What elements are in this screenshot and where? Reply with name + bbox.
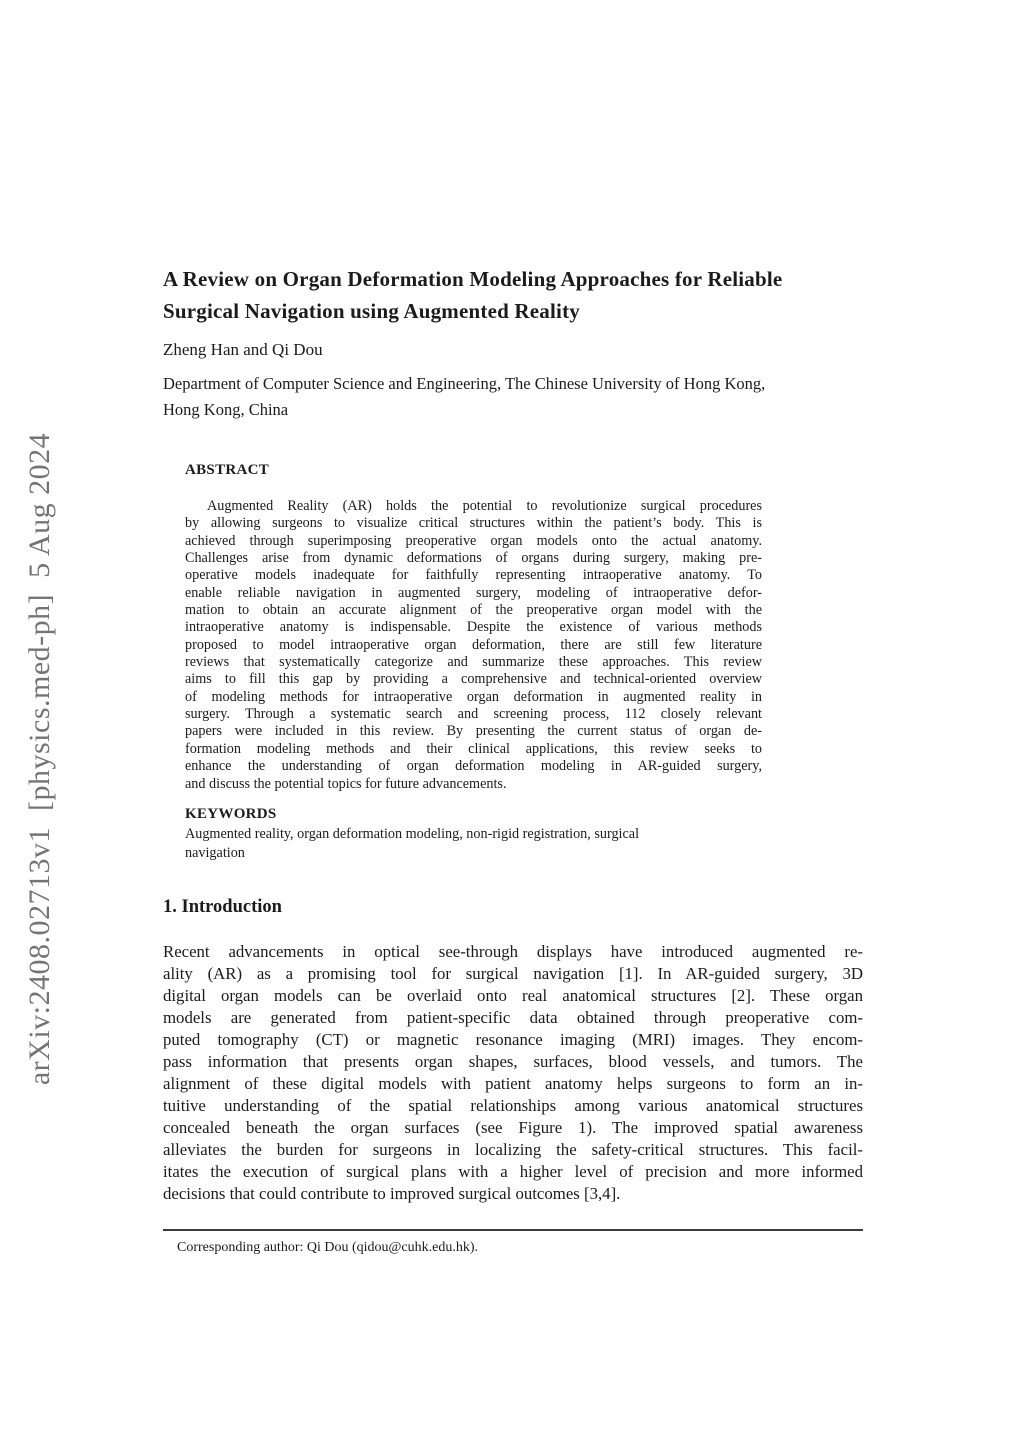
abstract-body — [185, 498, 762, 793]
text-line: and discuss the potential topics for future advancements. — [185, 775, 507, 792]
text-line: puted tomography (CT) or magnetic resonance imaging (MRI) images. They encom- — [163, 1030, 863, 1049]
text-line: Hong Kong, China — [163, 400, 289, 419]
text-line: formation modeling methods and their clinical applications, this review seeks to — [185, 740, 762, 757]
abstract-heading: ABSTRACT — [185, 462, 270, 478]
paper-title — [163, 263, 869, 327]
text-line: Challenges arise from dynamic deformations of organs during surgery, making pre- — [185, 550, 762, 567]
text-line: Augmented Reality (AR) holds the potential to revolutionize surgical procedures — [207, 498, 762, 514]
text-line: Recent advancements in optical see-through displays have introduced augmented re- — [163, 942, 863, 961]
text-line: of modeling methods for intraoperative organ deformation in augmented reality in — [185, 688, 762, 705]
text-line: operative models inadequate for faithfully representing intraoperative anatomy. To — [185, 567, 762, 584]
text-line: Augmented reality, organ deformation modeling, non-rigid registration, surgical — [185, 826, 640, 842]
affiliation — [163, 371, 873, 423]
section-heading-introduction: 1. Introduction — [163, 897, 282, 917]
text-line: enhance the understanding of organ deformation modeling in AR-guided surgery, — [185, 758, 762, 775]
text-line: mation to obtain an accurate alignment of the preoperative organ model with the — [185, 602, 762, 619]
text-line: navigation — [185, 844, 245, 861]
text-line: itates the execution of surgical plans with a higher level of precision and more informed — [163, 1162, 863, 1181]
text-line: aims to fill this gap by providing a comprehensive and technical-oriented overview — [185, 671, 762, 688]
keywords-body — [185, 825, 762, 862]
text-line: enable reliable navigation in augmented surgery, modeling of intraoperative defor- — [185, 584, 762, 601]
footnote-text: Corresponding author: Qi Dou (qidou@cuhk.edu.hk). — [177, 1240, 479, 1255]
text-line: reviews that systematically categorize and summarize these approaches. This review — [185, 654, 762, 671]
text-line: intraoperative anatomy is indispensable. Despite the existence of various methods — [185, 619, 762, 636]
text-line: tuitive understanding of the spatial relationships among various anatomical structures — [163, 1096, 863, 1115]
text-line: alignment of these digital models with patient anatomy helps surgeons to form an in- — [163, 1074, 863, 1093]
text-line: digital organ models can be overlaid onto real anatomical structures [2]. These organ — [163, 986, 863, 1005]
text-line: Surgical Navigation using Augmented Reality — [163, 299, 580, 323]
arxiv-watermark: arXiv:2408.02713v1 [physics.med-ph] 5 Aug 2024 — [23, 432, 56, 1086]
text-line: papers were included in this review. By presenting the current status of organ de- — [185, 723, 762, 740]
text-line: pass information that presents organ shapes, surfaces, blood vessels, and tumors. The — [163, 1052, 863, 1071]
text-line: ality (AR) as a promising tool for surgical navigation [1]. In AR-guided surgery, 3D — [163, 964, 863, 983]
text-line: concealed beneath the organ surfaces (see Figure 1). The improved spatial awareness — [163, 1118, 863, 1137]
footnote-rule — [163, 1229, 863, 1231]
text-line: proposed to model intraoperative organ deformation, there are still few literature — [185, 636, 762, 653]
text-line: models are generated from patient-specific data obtained through preoperative com- — [163, 1008, 863, 1027]
text-line: alleviates the burden for surgeons in localizing the safety-critical structures. This facil- — [163, 1140, 863, 1159]
text-line: A Review on Organ Deformation Modeling Approaches for Reliable — [163, 267, 783, 291]
text-line: achieved through superimposing preoperative organ models onto the actual anatomy. — [185, 532, 762, 549]
text-line: Department of Computer Science and Engineering, The Chinese University of Hong Kong, — [163, 374, 766, 393]
text-line: decisions that could contribute to improved surgical outcomes [3,4]. — [163, 1184, 621, 1203]
abstract-section — [185, 462, 762, 793]
text-line: surgery. Through a systematic search and screening process, 112 closely relevant — [185, 706, 762, 723]
authors-line: Zheng Han and Qi Dou — [163, 340, 323, 359]
introduction-body — [163, 941, 863, 1205]
keywords-heading: KEYWORDS — [185, 806, 277, 822]
keywords-section — [185, 806, 762, 862]
text-line: by allowing surgeons to visualize critical structures within the patient’s body. This is — [185, 515, 762, 532]
